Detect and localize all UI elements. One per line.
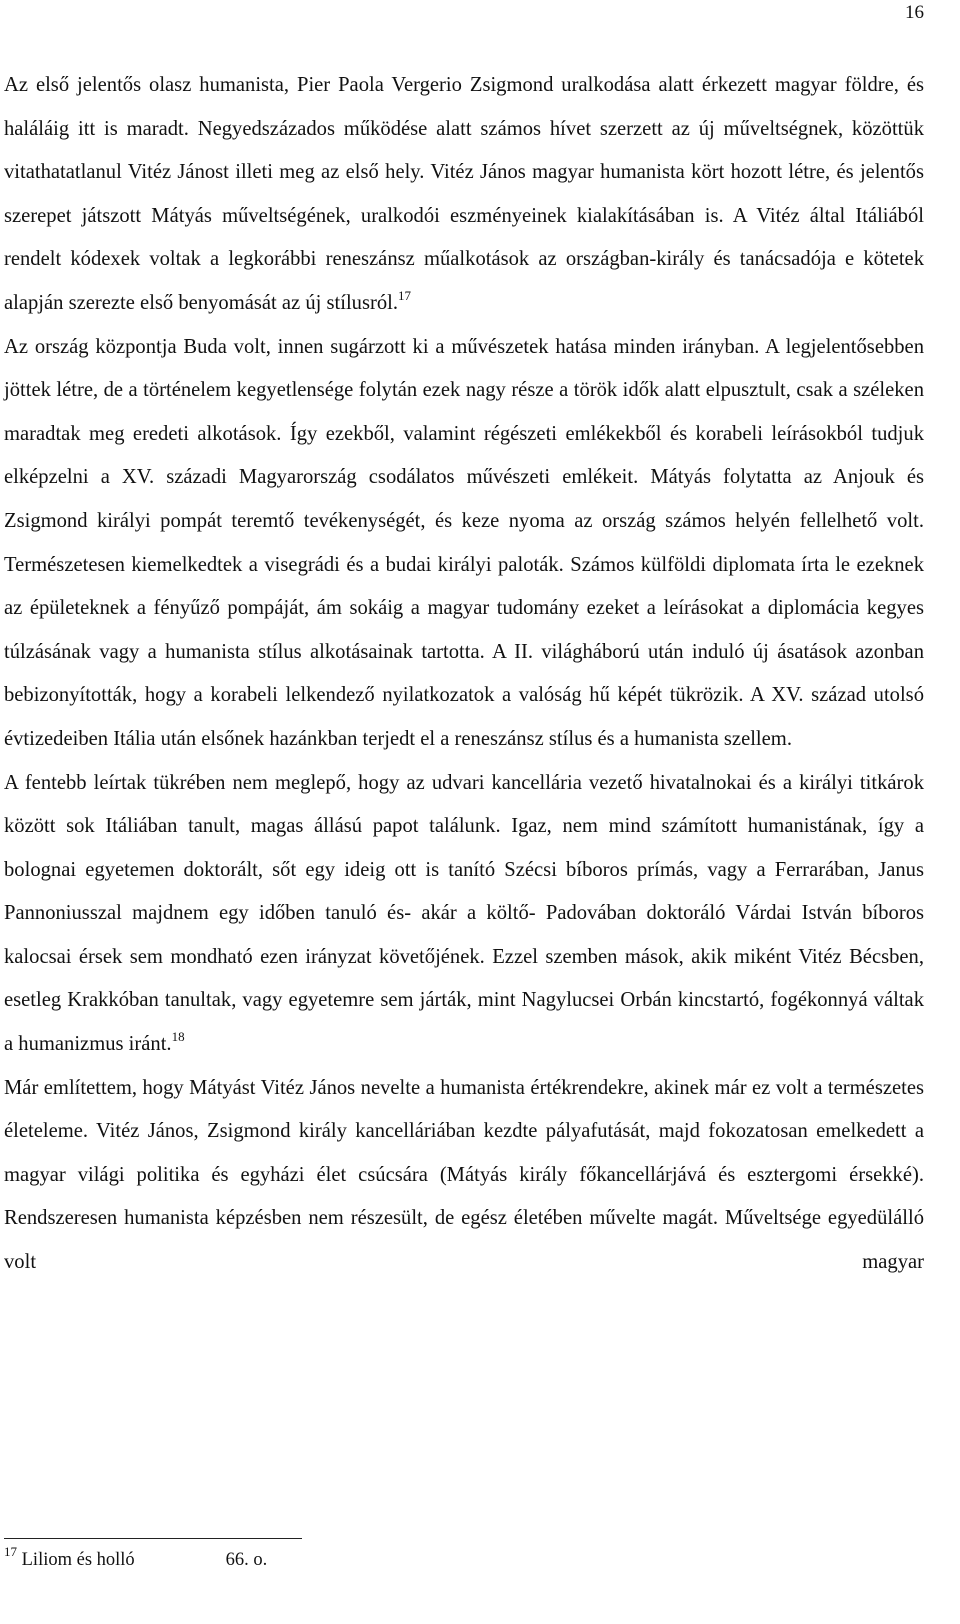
paragraph: [4, 326, 924, 762]
paragraph: [4, 64, 924, 326]
page-number: 16: [905, 2, 924, 23]
footnote-reference[interactable]: 18: [171, 1029, 185, 1045]
paragraph: [4, 1067, 924, 1285]
footnote-divider: [4, 1538, 302, 1539]
paragraph-text: A fentebb leírtak tükrében nem meglepő, hogy az udvari kancellária vezető hivatalnokai és a királyi titkárok között sok Itáliában tanult, magas állású papot találunk. Igaz, nem mind számított humanistának, így a bolognai egyetemen doktorált, sőt egy ideig ott is tanító Szécsi bíboros prímás, vagy a Ferrarában, Janus Pannoniusszal majdnem egy időben tanuló és- akár a költő- Padovában doktoráló Várdai István bíboros kalocsai érsek sem mondható ezen irányzat követőjének. Ezzel szemben mások, akik miként Vitéz Bécsben, esetleg Krakkóban tanultak, vagy egyetemre sem járták, mint Nagylucsei Orbán kincstartó, fogékonnyá váltak a humanizmus iránt.: [4, 771, 924, 1056]
footnote-source: Liliom és holló: [21, 1550, 135, 1570]
footnote-reference[interactable]: 17: [398, 287, 411, 303]
footnote-page: 66. o.: [225, 1550, 268, 1570]
paragraph-text: Az ország központja Buda volt, innen sugárzott ki a művészetek hatása minden irányban. A legjelentősebben jöttek létre, de a történelem kegyetlensége folytán ezek nagy része a török idők alatt elpusztult, csak a széleken maradtak meg eredeti alkotások. Így ezekből, valamint régészeti emlékekből és korabeli leírásokból tudjuk elképzelni a XV. századi Magyarország csodálatos művészeti emlékeit. Mátyás folytatta az Anjouk és Zsigmond királyi pompát teremtő tevékenységét, és keze nyoma az ország számos helyén fellelhető volt. Természetesen kiemelkedtek a visegrádi és a budai királyi paloták. Számos külföldi diplomata írta le ezeknek az épületeknek a fényűző pompáját, ám sokáig a magyar tudomány ezeket a leírásokat a diplomácia kegyes túlzásának vagy a humanista stílus alkotásainak tartotta. A II. világháború után induló új ásatások azonban bebizonyították, hogy a korabeli lelkendező nyilatkozatok a valóság hű képét tükrözik. A XV. század utolsó évtizedeiben Itália után elsőnek hazánkban terjedt el a reneszánsz stílus és a humanista szellem.: [4, 335, 924, 750]
paragraph-text: Már említettem, hogy Mátyást Vitéz János nevelte a humanista értékrendekre, akinek már ez volt a természetes életeleme. Vitéz János, Zsigmond király kancelláriában kezdte pályafutását, majd fokozatosan emelkedett a magyar világi politika és egyházi élet csúcsára (Mátyás király főkancellárjává és esztergomi érsekké). Rendszeresen humanista képzésben nem részesült, de egész életében művelte magát. Műveltsége egyedülálló volt magyar: [4, 1076, 924, 1274]
footnote: [4, 1544, 268, 1573]
paragraph: [4, 762, 924, 1067]
paragraph-text: Az első jelentős olasz humanista, Pier Paola Vergerio Zsigmond uralkodása alatt érkezett magyar földre, és haláláig itt is maradt. Negyedszázados működése alatt számos hívet szerzett az új műveltségnek, közöttük vitathatatlanul Vitéz Jánost illeti meg az első hely. Vitéz János magyar humanista kört hozott létre, és jelentős szerepet játszott Mátyás műveltségének, uralkodói eszményeinek kialakításában is. A Vitéz által Itáliából rendelt kódexek voltak a legkorábbi reneszánsz műalkotások az országban-király és tanácsadója e kötetek alapján szerezte első benyomását az új stílusról.: [4, 74, 924, 314]
footnote-marker: 17: [4, 1544, 17, 1559]
body-text: [4, 64, 924, 1285]
